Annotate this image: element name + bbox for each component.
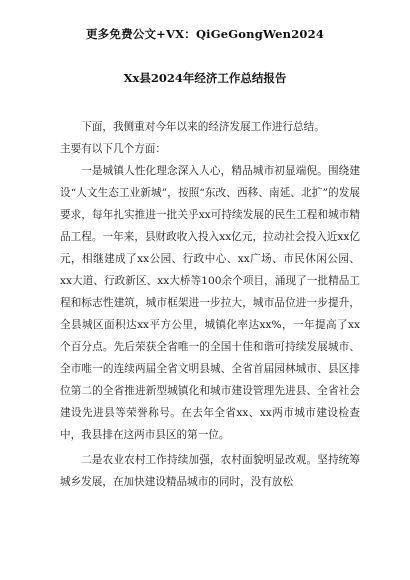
paragraph-urban-development: 一是城镇人性化理念深入人心，精品城市初显端倪。围绕建设“人文生态工业新城”，按照“东改、西移、南延、北扩”的发展要求，每年扎实推进一批关乎xx可持续发展的民生工程和城市精品工程。一年来，县财政收入投入xx亿元，拉动社会投入近xx亿元，相继建成了xx公园、行政中心、xx广场、市民休闲公园、xx大道、行政新区、xx大桥等100余个项目，涌现了一批精品工程和标志性建筑，城市框架进一步拉大，城市品位进一步提升，全县城区面积达xx平方公里，城镇化率达xx%，一年提高了xx个百分点。先后荣获全省唯一的全国十佳和谐可持续发展城市、全市唯一的连续两届全省文明县城、全省首届园林城市、县区排位第二的全省推进新型城镇化和城市建设管理先进县、全省社会建设先进县等荣誉称号。在去年全省xx、xx两市城市建设检查中，我县排在这两市县区的第一位。 <box>60 165 360 441</box>
document-title: Xx县2024年经济工作总结报告 <box>123 71 287 85</box>
intro-line: 下面，我侧重对今年以来的经济发展工作进行总结。 <box>81 121 325 133</box>
document-body <box>60 116 360 496</box>
paragraph-rural-development: 二是农业农村工作持续加强，农村面貌明显改观。坚持统筹城乡发展，在加快建设精品城市的同时，没有放松 <box>60 454 360 488</box>
intro-line-continued: 主要有以下几个方面： <box>60 143 166 155</box>
header-banner: 更多免费公文+VX：QiGeGongWen2024 <box>85 27 325 41</box>
